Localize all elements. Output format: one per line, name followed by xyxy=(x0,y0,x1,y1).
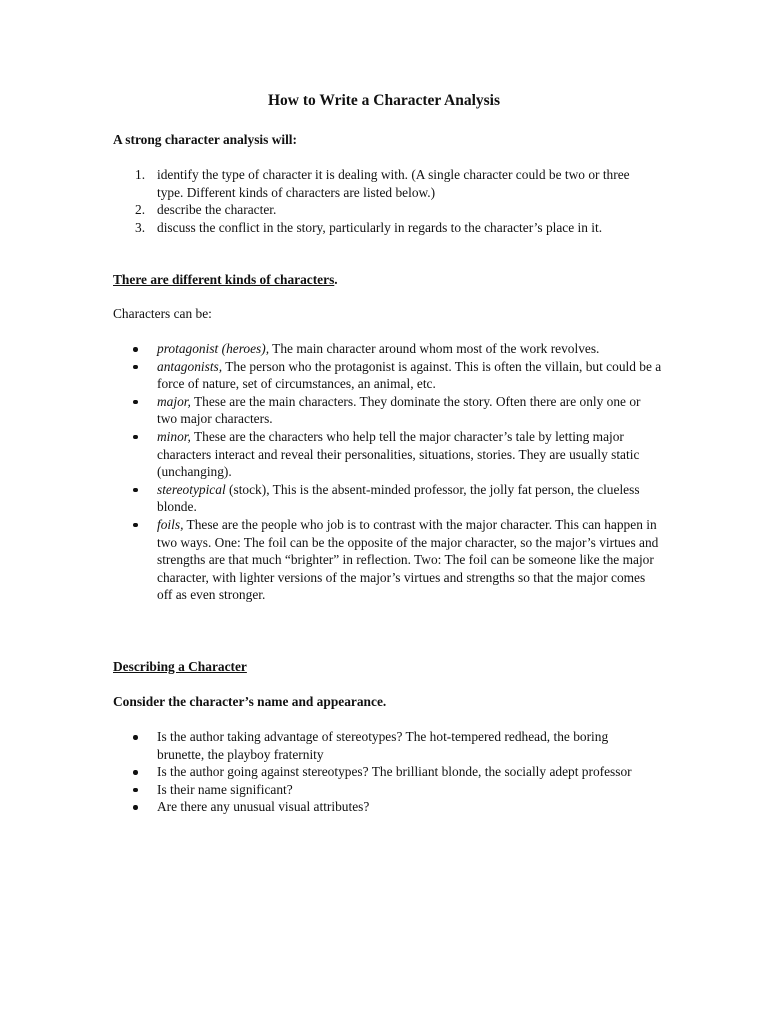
strong-analysis-heading: A strong character analysis will: xyxy=(113,132,297,147)
list-item: 2. describe the character. xyxy=(135,202,277,218)
list-item: Are there any unusual visual attributes? xyxy=(113,798,633,816)
consider-heading: Consider the character’s name and appearance. xyxy=(113,694,387,709)
list-item: major, These are the main characters. They dominate the story. Often there are only one or two major characters. xyxy=(113,393,663,428)
list-item: protagonist (heroes), The main character around whom most of the work revolves. xyxy=(113,340,663,358)
list-item: Is the author taking advantage of stereotypes? The hot-tempered redhead, the boring brunette, the playboy fraternity xyxy=(113,728,633,763)
questions-list xyxy=(113,728,633,816)
list-item: Is their name significant? xyxy=(113,781,633,799)
list-item: 1. identify the type of character it is dealing with. (A single character could be two or three type. Different kinds of characters are listed below.) xyxy=(135,167,630,200)
list-item: antagonists, The person who the protagonist is against. This is often the villain, but could be a force of nature, set of circumstances, an animal, etc. xyxy=(113,358,663,393)
list-item: 3. discuss the conflict in the story, particularly in regards to the character’s place in it. xyxy=(135,219,603,235)
list-item: Is the author going against stereotypes? The brilliant blonde, the socially adept professor xyxy=(113,763,633,781)
characters-can-be-label: Characters can be: xyxy=(113,306,212,321)
list-item: foils, These are the people who job is to contrast with the major character. This can happen in two ways. One: The foil can be the opposite of the major character, so the major’s virtues and strengths are that much “brighter” in reflection. Two: The foil can be someone like the major character, with lighter versions of the major’s virtues and strengths so that the major comes off as even stronger. xyxy=(113,516,663,604)
page-title: How to Write a Character Analysis xyxy=(267,92,501,109)
steps-list xyxy=(113,166,653,236)
list-item: stereotypical (stock), This is the absent-minded professor, the jolly fat person, the clueless blonde. xyxy=(113,481,663,516)
kinds-heading: There are different kinds of characters. xyxy=(113,272,338,287)
describing-heading: Describing a Character xyxy=(113,659,247,674)
kinds-list xyxy=(113,340,663,604)
list-item: minor, These are the characters who help tell the major character’s tale by letting major characters interact and reveal their personalities, situations, stories. They are usually static (unchanging). xyxy=(113,428,663,481)
